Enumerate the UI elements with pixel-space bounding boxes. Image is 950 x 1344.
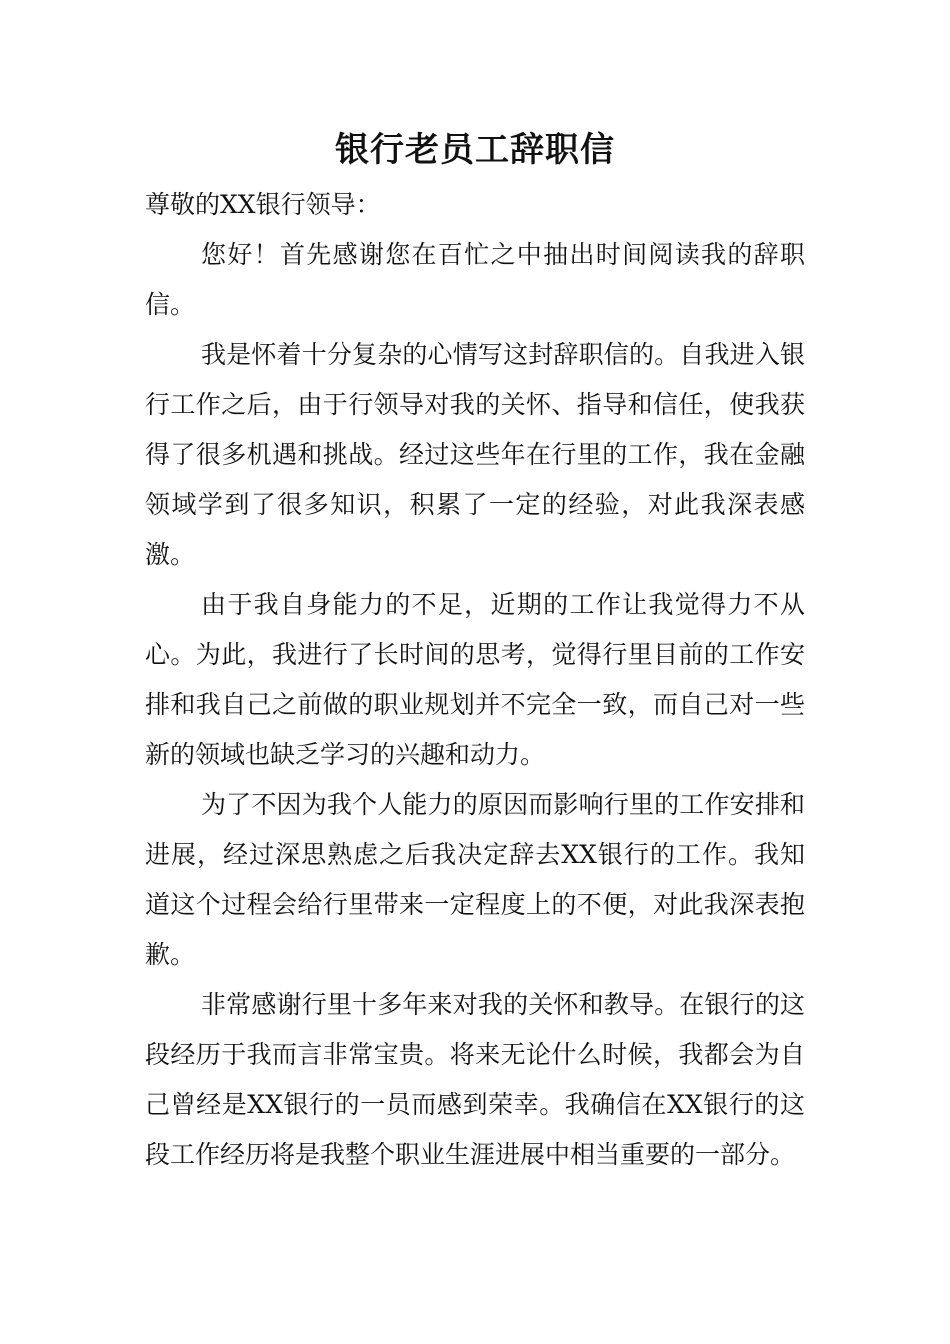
paragraph-gratitude: 我是怀着十分复杂的心情写这封辞职信的。自我进入银行工作之后，由于行领导对我的关怀、指导和信任，使我获得了很多机遇和挑战。经过这些年在行里的工作，我在金融领域学到了很多知识，积累了一定的经验，对此我深表感激。	[145, 340, 805, 569]
paragraph-thanks: 非常感谢行里十多年来对我的关怀和教导。在银行的这段经历于我而言非常宝贵。将来无论什么时候，我都会为自己曾经是XX银行的一员而感到荣幸。我确信在XX银行的这段工作经历将是我整个职业生涯进展中相当重要的一部分。	[145, 990, 805, 1169]
salutation: 尊敬的XX银行领导：	[145, 190, 381, 219]
paragraph-reason: 由于我自身能力的不足，近期的工作让我觉得力不从心。为此，我进行了长时间的思考，觉得行里目前的工作安排和我自己之前做的职业规划并不完全一致，而自己对一些新的领域也缺乏学习的兴趣和动力。	[145, 590, 805, 769]
paragraph-greeting: 您好！首先感谢您在百忙之中抽出时间阅读我的辞职信。	[145, 240, 805, 319]
letter-body	[145, 125, 805, 1180]
page-title: 银行老员工辞职信	[335, 130, 615, 170]
paragraph-decision: 为了不因为我个人能力的原因而影响行里的工作安排和进展，经过深思熟虑之后我决定辞去XX银行的工作。我知道这个过程会给行里带来一定程度上的不便，对此我深表抱歉。	[145, 790, 805, 969]
